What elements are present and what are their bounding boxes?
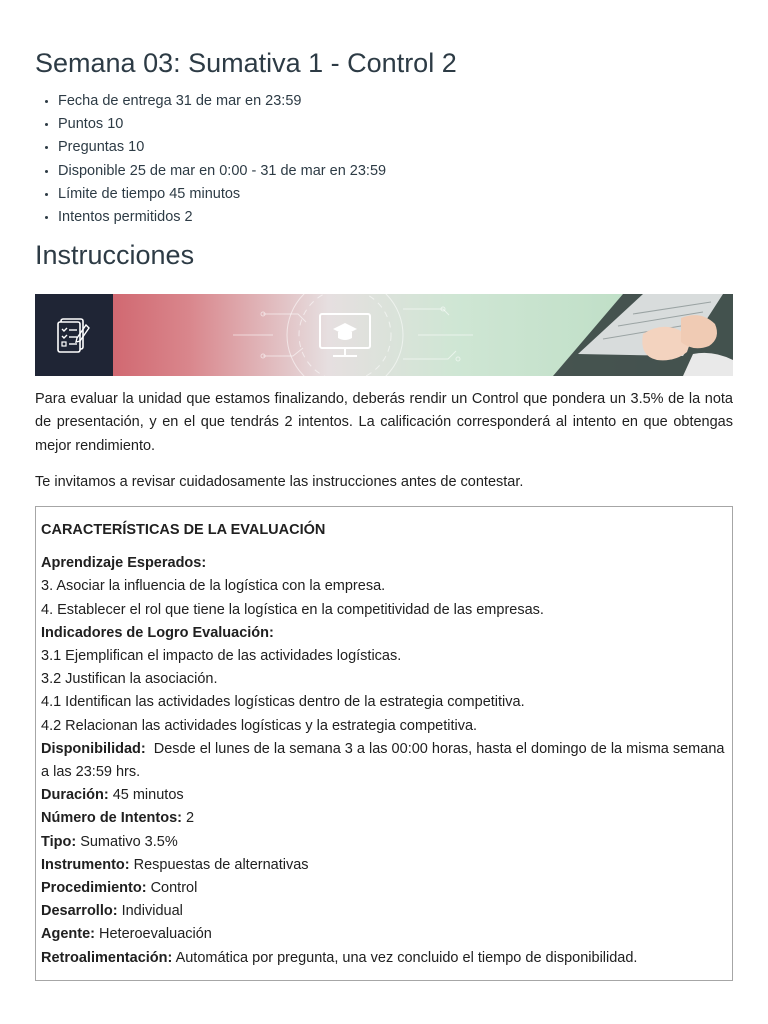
instructions-banner — [35, 294, 733, 376]
laptop-hands-icon — [493, 294, 733, 376]
field-availability: Disponibilidad: Desde el lunes de la semana 3 a las 00:00 horas, hasta el domingo de la misma semana a las 23:59 hrs. — [41, 740, 729, 781]
field-type: Tipo: Sumativo 3.5% — [41, 833, 178, 850]
indicator-item: 4.1 Identifican las actividades logísticas dentro de la estrategia competitiva. — [41, 694, 525, 711]
detail-attempts: • Intentos permitidos 2 — [58, 206, 733, 229]
learning-item: 4. Establecer el rol que tiene la logística en la competitividad de las empresas. — [41, 601, 544, 618]
indicator-item: 3.1 Ejemplifican el impacto de las actividades logísticas. — [41, 648, 402, 665]
detail-time-limit: • Límite de tiempo 45 minutos — [58, 183, 733, 206]
indicators-label: Indicadores de Logro Evaluación: — [41, 624, 274, 641]
indicator-item: 4.2 Relacionan las actividades logísticas y la estrategia competitiva. — [41, 717, 478, 734]
instructions-heading: Instrucciones — [35, 240, 195, 271]
quiz-details-list — [35, 90, 733, 229]
indicator-item: 3.2 Justifican la asociación. — [41, 671, 218, 688]
intro-paragraph: Para evaluar la unidad que estamos finalizando, deberás rendir un Control que pondera un 3.5% de la nota de presentación, y en el que tendrás 2 intentos. La calificación corresponderá al intento en que obtengas mejor rendimiento. — [35, 391, 733, 454]
learning-label: Aprendizaje Esperados: — [41, 555, 207, 572]
evaluation-characteristics-box — [35, 506, 733, 981]
detail-available: • Disponible 25 de mar en 0:00 - 31 de mar en 23:59 — [58, 160, 733, 183]
field-instrument: Instrumento: Respuestas de alternativas — [41, 856, 309, 873]
field-feedback: Retroalimentación: Automática por pregunta, una vez concluido el tiempo de disponibilidad. — [41, 949, 638, 966]
evaluation-heading: CARACTERÍSTICAS DE LA EVALUACIÓN — [41, 522, 326, 539]
detail-points: • Puntos 10 — [58, 113, 733, 136]
field-development: Desarrollo: Individual — [41, 903, 183, 920]
field-agent: Agente: Heteroevaluación — [41, 926, 212, 943]
review-paragraph: Te invitamos a revisar cuidadosamente las instrucciones antes de contestar. — [35, 473, 524, 490]
detail-questions: • Preguntas 10 — [58, 136, 733, 159]
detail-due-date: • Fecha de entrega 31 de mar en 23:59 — [58, 90, 733, 113]
page-title: Semana 03: Sumativa 1 - Control 2 — [35, 48, 457, 78]
field-procedure: Procedimiento: Control — [41, 880, 198, 897]
learning-item: 3. Asociar la influencia de la logística con la empresa. — [41, 578, 386, 595]
field-attempts: Número de Intentos: 2 — [41, 810, 195, 827]
field-duration: Duración: 45 minutos — [41, 787, 184, 804]
document-checklist-icon — [35, 294, 113, 376]
